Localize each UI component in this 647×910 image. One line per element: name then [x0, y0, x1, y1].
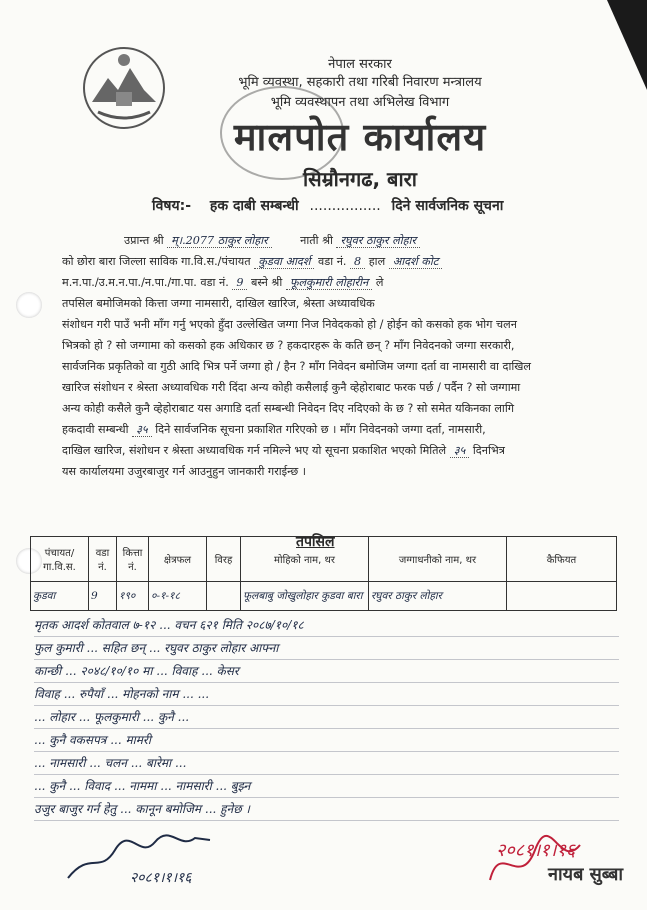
- right-signature-date: २०८१।१।१६: [496, 840, 576, 861]
- subject-dots: ................: [309, 198, 381, 214]
- text: नाती श्री: [300, 234, 333, 247]
- col-header: कैफियत: [507, 537, 617, 582]
- table-cell: [507, 582, 617, 611]
- left-signature-date: २०८१।१।१६: [130, 870, 192, 886]
- text: उप्रान्त श्री: [124, 234, 164, 247]
- body-line-9: अन्य कोही कसैले कुनै व्हेहोराबाट यस अगाडि दर्ता सम्बन्धी निवेदन दिए नदिएको के छ ? सो समेत यकिनका लागि: [62, 402, 515, 415]
- body-line-11: [62, 440, 628, 461]
- col-header: क्षेत्रफल: [149, 537, 207, 582]
- table-cell: फूलबाबु जोखुलोहार कुडवा बारा: [241, 582, 369, 611]
- handwritten-ward: 8: [350, 255, 365, 269]
- govt-line: नेपाल सरकार: [328, 57, 392, 72]
- body-line-4: तपसिल बमोजिमको कित्ता जग्गा नामसारी, दाखिल खारिज, श्रेस्ता अध्यावधिक: [62, 297, 375, 310]
- table-title: तपसिल: [296, 534, 335, 550]
- handwritten-applicant: फूलकुमारी लोहारीन: [286, 276, 372, 290]
- punch-hole: [16, 292, 42, 318]
- handwritten-current-place: आदर्श कोट: [389, 255, 443, 269]
- col-header: जग्गाधनीको नाम, थर: [369, 537, 507, 582]
- text: ले: [375, 276, 384, 289]
- text: हकदावी सम्बन्धी: [62, 423, 129, 436]
- text: हाल: [368, 255, 386, 268]
- note-line: ... कुनै ... विवाद ... नाममा ... नामसारी ... बुझ्न: [34, 775, 619, 798]
- text: म.न.पा./उ.म.न.पा./न.पा./गा.पा. वडा नं.: [62, 276, 229, 289]
- department-line: भूमि व्यवस्थापन तथा अभिलेख विभाग: [270, 95, 450, 110]
- body-line-1: [62, 230, 628, 251]
- text: दिने सार्वजनिक सूचना प्रकाशित गरिएको छ । माँग निवेदनको जग्गा दर्ता, नामसारी,: [155, 423, 486, 436]
- col-header: मोहिको नाम, थर: [241, 537, 369, 582]
- subject-label: विषय:-: [152, 198, 192, 214]
- note-line: कान्छी ... २०४८/१०/१० मा ... विवाह ... केसर: [34, 660, 619, 683]
- body-line-8: खारिज संशोधन र श्रेस्ता अध्यावधिक गरी दिंदा अन्य कोही कसैलाई कुनै व्हेहोराबाट फरक पर्छ / पर्दैन ? सो जग्गामा: [62, 381, 521, 394]
- left-signature: [60, 820, 260, 890]
- col-header: पंचायत/गा.वि.स.: [31, 537, 89, 582]
- note-line: ... लोहार ... फूलकुमारी ... कुनै ...: [34, 706, 619, 729]
- land-details-table: [30, 536, 617, 611]
- body-line-3: [62, 272, 628, 293]
- body-line-10: [62, 419, 628, 440]
- table-cell: १९०: [117, 582, 149, 611]
- handwritten-grandfather: रघुवर ठाकुर लोहार: [336, 234, 420, 248]
- body-line-12: यस कार्यालयमा उजुरबाजुर गर्न आउनुहुन जानकारी गराईन्छ ।: [62, 465, 307, 478]
- col-header: विरह: [207, 537, 241, 582]
- page-corner-shadow: [607, 0, 647, 90]
- note-line: ... कुनै वकसपत्र ... मामरी: [34, 729, 619, 752]
- text: बस्ने श्री: [251, 276, 283, 289]
- table-cell: कुडवा: [31, 582, 89, 611]
- col-header: वडा नं.: [89, 537, 117, 582]
- handwritten-ward: 9: [232, 276, 247, 290]
- subject-line: [152, 196, 503, 215]
- table-cell: [207, 582, 241, 611]
- table-header-row: [31, 537, 617, 582]
- body-line-2: [62, 251, 628, 272]
- notice-body: [62, 230, 628, 482]
- subject-left: हक दाबी सम्बन्धी: [209, 198, 299, 214]
- body-line-7: सार्वजनिक प्रकृतिको वा गुठी आदि भित्र पर्ने जग्गा हो / हैन ? माँग निवेदन बमोजिम जग्गा दर्ता वा नामसारी वा दाखिल: [62, 360, 531, 373]
- table-cell: रघुवर ठाकुर लोहार: [369, 582, 507, 611]
- handwritten-notes: [34, 614, 619, 821]
- right-signature: [480, 820, 630, 900]
- text: को छोरा बारा जिल्ला साविक गा.वि.स./पंचायत: [62, 255, 251, 268]
- note-line: मृतक आदर्श कोतवाल ७-१२ ... वचन ६२१ मिति २०८७/१०/१८: [34, 614, 619, 637]
- office-title: मालपोत कार्यालय: [233, 115, 487, 159]
- body-line-5: संशोधन गरी पाउँ भनी माँग गर्नु भएको हुँदा उल्लेखित जग्गा निज निवेदकको हो / होईन को कसको हक भोग चलन: [62, 318, 517, 331]
- col-header: कित्ता नं.: [117, 537, 149, 582]
- handwritten-name: म्।.2077 ठाकुर लोहार: [167, 234, 272, 248]
- handwritten-vdc: कुडवा आदर्श: [254, 255, 314, 269]
- text: वडा नं.: [318, 255, 347, 268]
- note-line: फुल कुमारी ... सहित छन् ... रघुवर ठाकुर लोहार आफ्ना: [34, 637, 619, 660]
- text: दिनभित्र: [472, 444, 505, 457]
- note-line: ... नामसारी ... चलन ... बारेमा ...: [34, 752, 619, 775]
- table-cell: ०-१-१८: [149, 582, 207, 611]
- office-place: सिम्रौनगढ, बारा: [303, 167, 417, 191]
- handwritten-days: ३५: [450, 444, 470, 458]
- subject-right: दिने सार्वजनिक सूचना: [391, 198, 504, 214]
- note-line: उजुर बाजुर गर्न हेतु ... कानून बमोजिम ... हुनेछ ।: [34, 798, 619, 821]
- naib-subba-stamp: नायब सुब्बा: [548, 864, 624, 885]
- handwritten-days: ३५: [132, 423, 152, 437]
- table-cell: 9: [89, 582, 117, 611]
- ministry-line: भूमि व्यवस्था, सहकारी तथा गरिबी निवारण मन्त्रालय: [238, 75, 482, 90]
- table-row: [31, 582, 617, 611]
- text: दाखिल खारिज, संशोधन र श्रेस्ता अध्यावधिक गर्न नमिल्ने भए यो सूचना प्रकाशित भएको मितिले: [62, 444, 447, 457]
- body-line-6: भित्रको हो ? सो जग्गामा को कसको हक अधिकार छ ? हकदारहरू के कति छन् ? माँग निवेदनको जग्गा सरकारी,: [62, 339, 515, 352]
- note-line: विवाह ... रुपैयाँ ... मोहनको नाम ... ...: [34, 683, 619, 706]
